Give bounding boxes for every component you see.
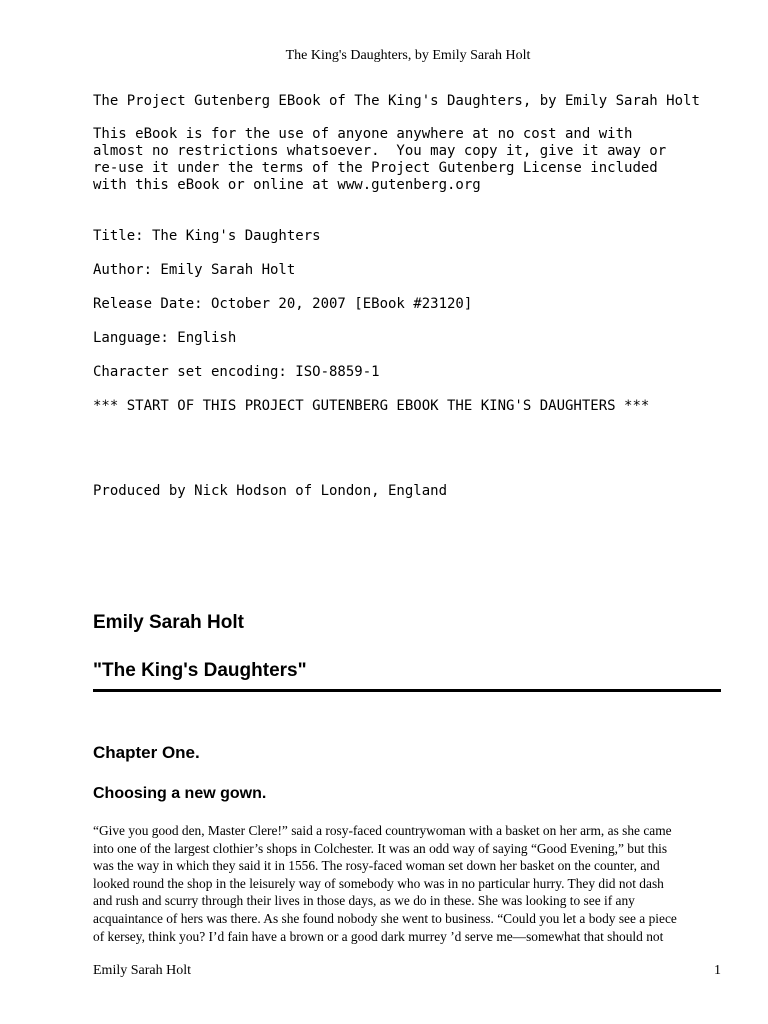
body-line: of kersey, think you? I’d fain have a brown or a good dark murrey ’d serve me—somewhat that should not xyxy=(93,928,664,944)
footer-author: Emily Sarah Holt xyxy=(93,963,191,978)
license-line: This eBook is for the use of anyone anywhere at no cost and with xyxy=(93,126,633,142)
meta-language: Language: English xyxy=(93,330,237,346)
book-author-heading: Emily Sarah Holt xyxy=(93,612,244,633)
body-line: was the way in which they said it in 1556. The rosy-faced woman set down her basket on the counter, and xyxy=(93,858,660,874)
section-heading: Choosing a new gown. xyxy=(93,785,267,802)
body-paragraph xyxy=(93,822,733,945)
book-title-heading: "The King's Daughters" xyxy=(93,660,307,681)
body-line: and rush and scurry through their lives in those days, as we do in these. She was looking to see if any xyxy=(93,893,635,909)
body-line: “Give you good den, Master Clere!” said a rosy-faced countrywoman with a basket on her arm, as she came xyxy=(93,823,672,838)
title-divider xyxy=(93,689,721,692)
meta-release-date: Release Date: October 20, 2007 [EBook #23120] xyxy=(93,296,473,312)
producer-credit: Produced by Nick Hodson of London, England xyxy=(93,483,448,499)
body-line: into one of the largest clothier’s shops in Colchester. It was an odd way of saying “Good Evening,” but this xyxy=(93,840,668,856)
meta-title: Title: The King's Daughters xyxy=(93,228,321,244)
chapter-heading: Chapter One. xyxy=(93,743,200,762)
start-marker: *** START OF THIS PROJECT GUTENBERG EBOOK THE KING'S DAUGHTERS *** xyxy=(93,398,650,414)
running-header: The King's Daughters, by Emily Sarah Holt xyxy=(285,48,531,63)
meta-author: Author: Emily Sarah Holt xyxy=(93,262,296,278)
license-line: re-use it under the terms of the Project Gutenberg License included xyxy=(93,160,658,176)
gutenberg-intro: The Project Gutenberg EBook of The King's Daughters, by Emily Sarah Holt xyxy=(93,93,700,109)
meta-encoding: Character set encoding: ISO-8859-1 xyxy=(93,364,380,380)
body-line: looked round the shop in the leisurely way of somebody who was in no particular hurry. They did not dash xyxy=(93,875,664,891)
body-line: acquaintance of hers was there. As she found nobody she went to business. “Could you let a body see a piece xyxy=(93,910,677,926)
license-line: with this eBook or online at www.gutenberg.org xyxy=(93,177,481,193)
license-line: almost no restrictions whatsoever. You may copy it, give it away or xyxy=(93,143,667,159)
page-number: 1 xyxy=(714,963,721,978)
